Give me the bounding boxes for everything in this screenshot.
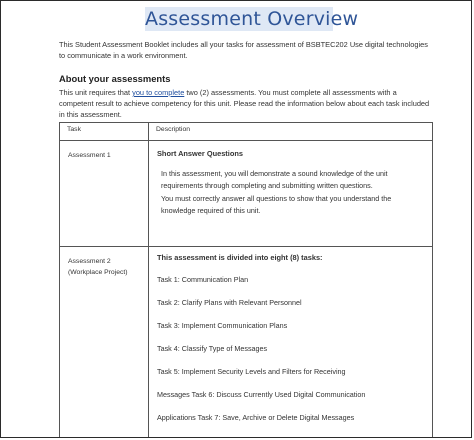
intro-paragraph: This Student Assessment Booklet includes all your tasks for assessment of BSBTEC202 Use digital technologies to communicate in a work environment. bbox=[59, 40, 428, 60]
task-subtitle: (Workplace Project) bbox=[68, 269, 128, 276]
task-list-item: Task 4: Classify Type of Messages bbox=[157, 344, 268, 353]
task-cell bbox=[60, 247, 149, 439]
table-row bbox=[60, 247, 433, 439]
about-text-start: This unit requires that bbox=[59, 88, 133, 97]
task-list-item: Task 5: Implement Security Levels and Filters for Receiving bbox=[157, 367, 346, 376]
header-description: Description bbox=[149, 123, 433, 141]
description-title: This assessment is divided into eight (8) tasks: bbox=[157, 253, 323, 262]
task-cell bbox=[60, 141, 149, 247]
table-header-row bbox=[60, 123, 433, 141]
about-link[interactable]: you to complete bbox=[132, 88, 185, 97]
description-paragraph: You must correctly answer all questions to show that you understand the knowledge required of this unit. bbox=[161, 194, 392, 215]
description-paragraph: In this assessment, you will demonstrate a sound knowledge of the unit requirements through completing and submitting written questions. bbox=[161, 169, 388, 190]
task-list-item: Task 2: Clarify Plans with Relevant Personnel bbox=[157, 298, 302, 307]
description-title: Short Answer Questions bbox=[157, 149, 243, 158]
page-title: Assessment Overview bbox=[145, 8, 359, 30]
table-row bbox=[60, 141, 433, 247]
about-paragraph bbox=[59, 87, 431, 120]
task-list-item: Messages Task 6: Discuss Currently Used Digital Communication bbox=[157, 390, 366, 399]
task-name: Assessment 1 bbox=[68, 152, 111, 159]
task-list-item: Applications Task 7: Save, Archive or Delete Digital Messages bbox=[157, 413, 355, 422]
task-list-item: Task 3: Implement Communication Plans bbox=[157, 321, 288, 330]
about-text-end: two (2) assessments. You must complete all assessments with a competent result to achieve competency for this unit. Please read the information below about each task included in this assessment. bbox=[59, 88, 430, 119]
task-list-item: Task 1: Communication Plan bbox=[157, 275, 249, 284]
assessment-table bbox=[59, 122, 433, 438]
task-name: Assessment 2 bbox=[68, 258, 111, 265]
description-cell bbox=[149, 247, 433, 439]
about-heading: About your assessments bbox=[59, 73, 171, 84]
header-task: Task bbox=[60, 123, 149, 141]
description-cell bbox=[149, 141, 433, 247]
